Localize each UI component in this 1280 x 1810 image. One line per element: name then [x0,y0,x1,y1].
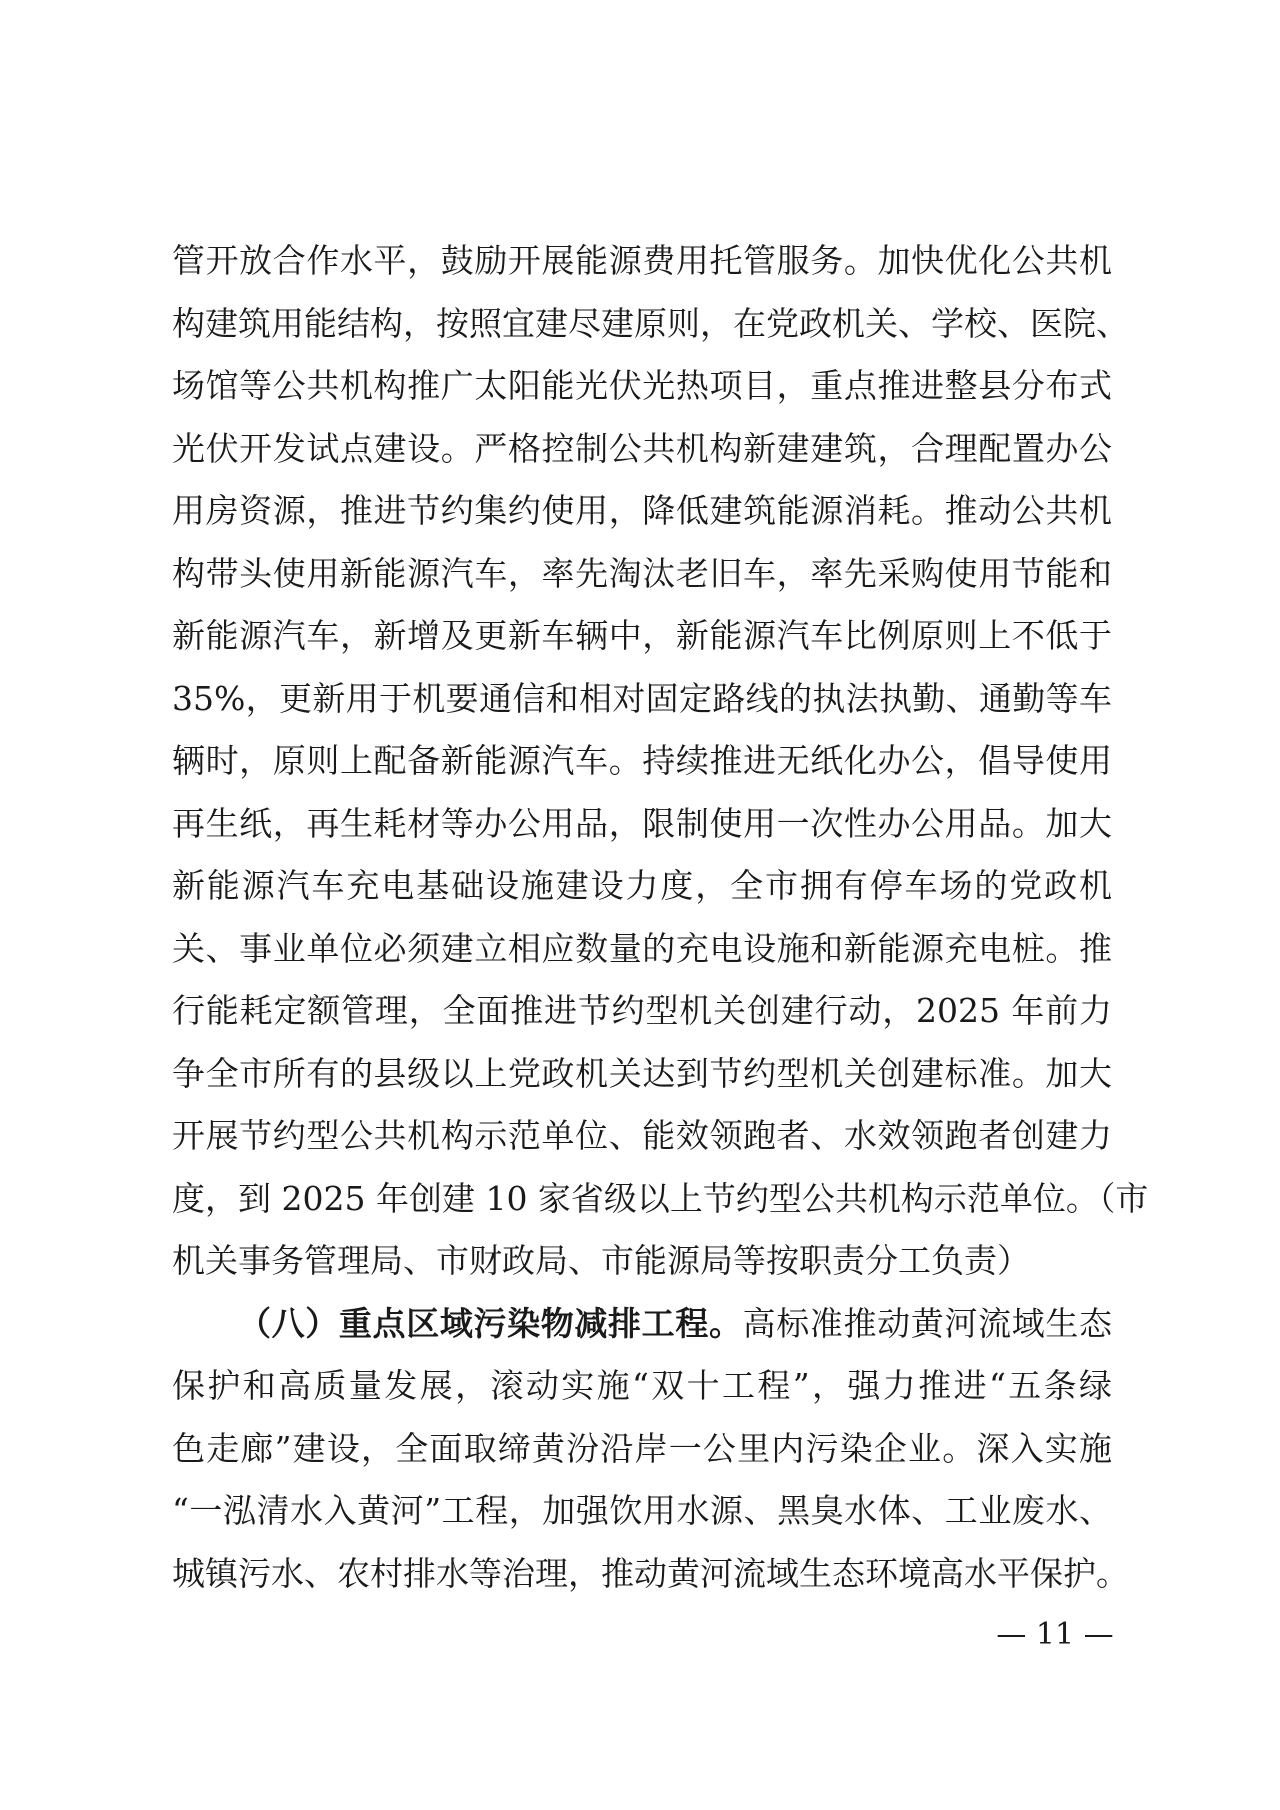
text-line: 度，到 2025 年创建 10 家省级以上节约型公共机构示范单位。（市 [172,1178,1149,1218]
text-line: 色走廊”建设，全面取缔黄汾沿岸一公里内污染企业。深入实施 [172,1428,1112,1468]
text-line: 机关事务管理局、市财政局、市能源局等按职责分工负责） [172,1241,1030,1280]
text-line: “一泓清水入黄河”工程，加强饮用水源、黑臭水体、工业废水、 [172,1491,1112,1530]
page-number: — 11 — [996,1617,1114,1652]
text-segment: 高标准推动黄河流域生态 [742,1303,1113,1343]
text-line: 构带头使用新能源汽车，率先淘汰老旧车，率先采购使用节能和 [172,553,1112,593]
text-line: 新能源汽车充电基础设施建设力度，全市拥有停车场的党政机 [172,866,1112,905]
paragraph [172,230,1149,1293]
text-line: 场馆等公共机构推广太阳能光伏光热项目，重点推进整县分布式 [172,366,1112,405]
text-line: 关、事业单位必须建立相应数量的充电设施和新能源充电桩。推 [172,928,1112,968]
document-body [172,230,1149,1605]
section-heading-line [172,1293,1112,1356]
text-line: 光伏开发试点建设。严格控制公共机构新建建筑，合理配置办公 [172,428,1112,468]
section-heading: （八）重点区域污染物减排工程。 [238,1303,743,1343]
text-line: 保护和高质量发展，滚动实施“双十工程”，强力推进“五条绿 [172,1366,1112,1405]
text-line: 构建筑用能结构，按照宜建尽建原则，在党政机关、学校、医院、 [172,303,1129,343]
text-line: 新能源汽车，新增及更新车辆中，新能源汽车比例原则上不低于 [172,616,1112,655]
text-line: 再生纸，再生耗材等办公用品，限制使用一次性办公用品。加大 [172,803,1112,843]
text-line: 辆时，原则上配备新能源汽车。持续推进无纸化办公，倡导使用 [172,741,1112,780]
paragraph [172,1293,1129,1606]
text-line: 用房资源，推进节约集约使用，降低建筑能源消耗。推动公共机 [172,491,1112,530]
text-line: 35%，更新用于机要通信和相对固定路线的执法执勤、通勤等车 [172,678,1112,718]
text-line: 行能耗定额管理，全面推进节约型机关创建行动，2025 年前力 [172,991,1112,1030]
text-line: 城镇污水、农村排水等治理，推动黄河流域生态环境高水平保护。 [172,1553,1129,1593]
text-line: 开展节约型公共机构示范单位、能效领跑者、水效领跑者创建力 [172,1116,1112,1155]
text-line: 争全市所有的县级以上党政机关达到节约型机关创建标准。加大 [172,1053,1112,1093]
text-line: 管开放合作水平，鼓励开展能源费用托管服务。加快优化公共机 [172,241,1112,280]
